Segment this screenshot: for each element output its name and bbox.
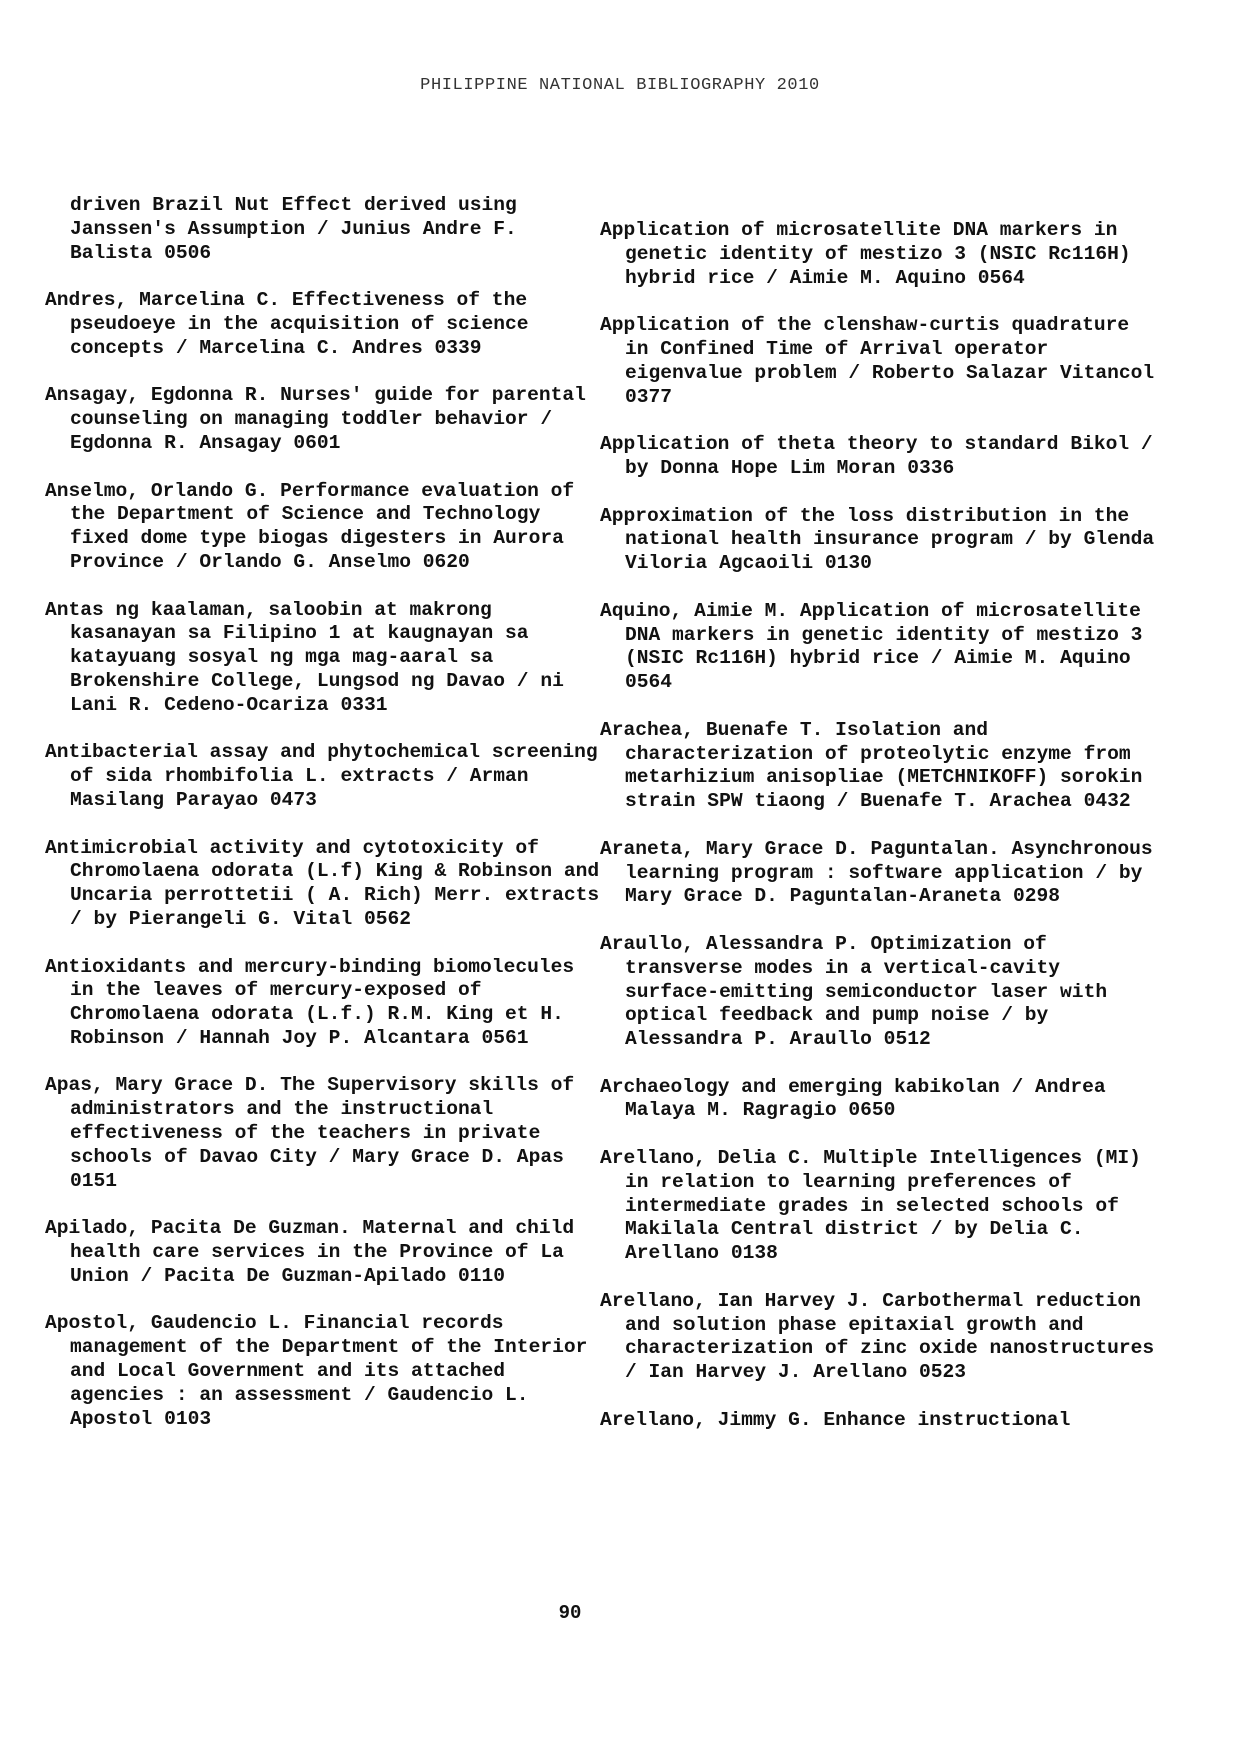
- bibliography-entry: Antimicrobial activity and cytotoxicity of Chromolaena odorata (L.f) King & Robinson and Uncaria perrottetii ( A. Rich) Merr. extracts / by Pierangeli G. Vital 0562: [45, 836, 611, 930]
- bibliography-entry: Ansagay, Egdonna R. Nurses' guide for parental counseling on managing toddler behavior / Egdonna R. Ansagay 0601: [45, 384, 598, 454]
- bibliography-entry: Arellano, Jimmy G. Enhance instructional: [600, 1408, 1071, 1431]
- bibliography-entry: Application of microsatellite DNA markers in genetic identity of mestizo 3 (NSIC Rc116H) hybrid rice / Aimie M. Aquino 0564: [600, 219, 1143, 289]
- bibliography-entry: Arachea, Buenafe T. Isolation and characterization of proteolytic enzyme from metarhizium anisopliae (METCHNIKOFF) sorokin strain SPW tiaong / Buenafe T. Arachea 0432: [600, 718, 1155, 813]
- bibliography-entry: Apostol, Gaudencio L. Financial records management of the Department of the Interior and Local Government and its attached agencies : an assessment / Gaudencio L. Apostol 0103: [45, 1312, 600, 1430]
- bibliography-entry: Archaeology and emerging kabikolan / Andrea Malaya M. Ragragio 0650: [600, 1075, 1118, 1122]
- bibliography-entry: Arellano, Delia C. Multiple Intelligences (MI) in relation to learning preferences of intermediate grades in selected schools of Makilala Central district / by Delia C. Arellano 0138: [600, 1147, 1153, 1265]
- bibliography-entry: driven Brazil Nut Effect derived using Janssen's Assumption / Junius Andre F. Balista 0506: [70, 194, 529, 264]
- bibliography-entry: Araneta, Mary Grace D. Paguntalan. Asynchronous learning program : software application / by Mary Grace D. Paguntalan-Araneta 0298: [600, 837, 1165, 908]
- bibliography-entry: Approximation of the loss distribution in the national health insurance program / by Glenda Viloria Agcaoili 0130: [600, 504, 1166, 575]
- right-column: [600, 219, 1166, 1456]
- bibliography-entry: Aquino, Aimie M. Application of microsatellite DNA markers in genetic identity of mestizo 3 (NSIC Rc116H) hybrid rice / Aimie M. Aquino 0564: [600, 599, 1155, 694]
- bibliography-entry: Araullo, Alessandra P. Optimization of transverse modes in a vertical-cavity surface-emitting semiconductor laser with optical feedback and pump noise / by Alessandra P. Araullo 0512: [600, 932, 1119, 1051]
- bibliography-entry: Anselmo, Orlando G. Performance evaluation of the Department of Science and Technology fixed dome type biogas digesters in Aurora Province / Orlando G. Anselmo 0620: [45, 479, 586, 573]
- bibliography-entry: Apas, Mary Grace D. The Supervisory skills of administrators and the instructional effectiveness of the teachers in private schools of Davao City / Mary Grace D. Apas 0151: [45, 1074, 586, 1192]
- bibliography-entry: Arellano, Ian Harvey J. Carbothermal reduction and solution phase epitaxial growth and characterization of zinc oxide nanostructures / Ian Harvey J. Arellano 0523: [600, 1289, 1166, 1384]
- bibliography-entry: Application of the clenshaw-curtis quadrature in Confined Time of Arrival operator eigenvalue problem / Roberto Salazar Vitancol 0377: [600, 314, 1166, 408]
- bibliography-entry: Antas ng kaalaman, saloobin at makrong kasanayan sa Filipino 1 at kaugnayan sa katayuang sosyal ng mga mag-aaral sa Brokenshire College, Lungsod ng Davao / ni Lani R. Cedeno-Ocariza 0331: [45, 598, 576, 716]
- bibliography-entry: Antioxidants and mercury-binding biomolecules in the leaves of mercury-exposed of Chromolaena odorata (L.f.) R.M. King et H. Robinson / Hannah Joy P. Alcantara 0561: [45, 955, 586, 1049]
- bibliography-entry: Application of theta theory to standard Bikol / by Donna Hope Lim Moran 0336: [600, 433, 1165, 479]
- running-head-title: PHILIPPINE NATIONAL BIBLIOGRAPHY 2010: [420, 76, 820, 95]
- bibliography-entry: Apilado, Pacita De Guzman. Maternal and child health care services in the Province of La Union / Pacita De Guzman-Apilado 0110: [45, 1217, 586, 1287]
- left-column: [45, 194, 611, 1455]
- bibliography-entry: Antibacterial assay and phytochemical screening of sida rhombifolia L. extracts / Arman Masilang Parayao 0473: [45, 741, 610, 811]
- page-number: 90: [558, 1602, 582, 1624]
- bibliography-entry: Andres, Marcelina C. Effectiveness of the pseudoeye in the acquisition of science concepts / Marcelina C. Andres 0339: [45, 289, 541, 359]
